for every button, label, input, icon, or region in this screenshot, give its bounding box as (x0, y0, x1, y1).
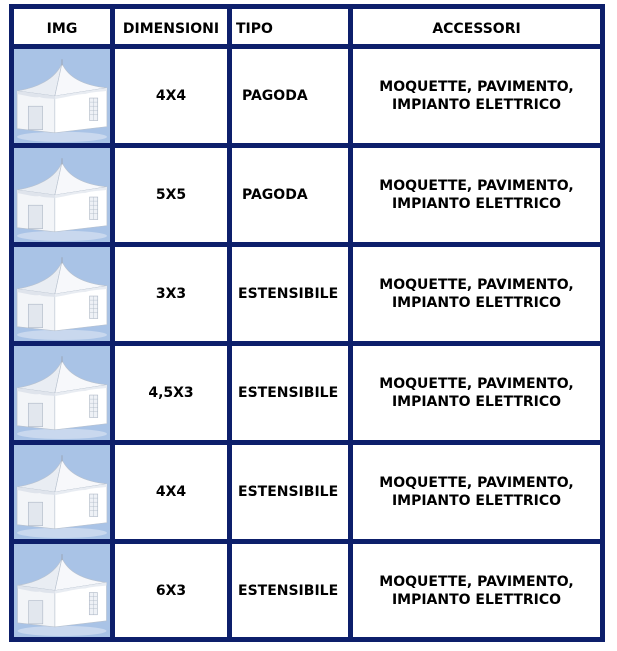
tent-image-cell (14, 346, 110, 440)
accessori-cell (353, 445, 600, 539)
tipo-cell: ESTENSIBILE (232, 346, 348, 440)
accessori-line: MOQUETTE, PAVIMENTO, (379, 178, 574, 194)
tipo-cell: ESTENSIBILE (232, 445, 348, 539)
accessori-line: IMPIANTO ELETTRICO (391, 493, 562, 509)
tent-image-cell (14, 148, 110, 242)
accessori-line: IMPIANTO ELETTRICO (391, 196, 562, 212)
header-tipo: TIPO (232, 9, 348, 44)
accessori-line: MOQUETTE, PAVIMENTO, (379, 475, 574, 491)
pagoda-tent-icon (14, 346, 110, 440)
tipo-cell: PAGODA (232, 49, 348, 143)
dimensioni-cell: 5X5 (115, 148, 227, 242)
header-img: IMG (14, 9, 110, 44)
accessori-line: MOQUETTE, PAVIMENTO, (379, 573, 574, 590)
pagoda-tent-icon (14, 148, 110, 242)
tent-image-cell (14, 544, 110, 637)
tent-image-cell (14, 445, 110, 539)
accessori-cell (353, 49, 600, 143)
accessori-line: MOQUETTE, PAVIMENTO, (379, 79, 574, 95)
pagoda-tent-icon (14, 49, 110, 143)
accessori-line: MOQUETTE, PAVIMENTO, (379, 376, 574, 392)
accessori-line: IMPIANTO ELETTRICO (391, 97, 562, 113)
header-dimensioni: DIMENSIONI (115, 9, 227, 44)
pagoda-tent-icon (14, 544, 110, 637)
pagoda-tent-icon (14, 247, 110, 341)
tent-image-cell (14, 49, 110, 143)
tipo-cell: PAGODA (232, 148, 348, 242)
accessori-line: IMPIANTO ELETTRICO (391, 394, 562, 410)
header-accessori: ACCESSORI (353, 9, 600, 44)
accessori-line: IMPIANTO ELETTRICO (391, 591, 562, 608)
dimensioni-cell: 4X4 (115, 49, 227, 143)
accessori-cell (353, 346, 600, 440)
pagoda-tent-icon (14, 445, 110, 539)
tent-table (9, 4, 605, 642)
accessori-line: IMPIANTO ELETTRICO (391, 295, 562, 311)
tipo-cell: ESTENSIBILE (232, 544, 348, 637)
tipo-cell: ESTENSIBILE (232, 247, 348, 341)
accessori-cell (353, 247, 600, 341)
accessori-cell (353, 544, 600, 637)
dimensioni-cell: 3X3 (115, 247, 227, 341)
dimensioni-cell: 4,5X3 (115, 346, 227, 440)
accessori-cell (353, 148, 600, 242)
accessori-line: MOQUETTE, PAVIMENTO, (379, 277, 574, 293)
dimensioni-cell: 4X4 (115, 445, 227, 539)
dimensioni-cell: 6X3 (115, 544, 227, 637)
tent-image-cell (14, 247, 110, 341)
